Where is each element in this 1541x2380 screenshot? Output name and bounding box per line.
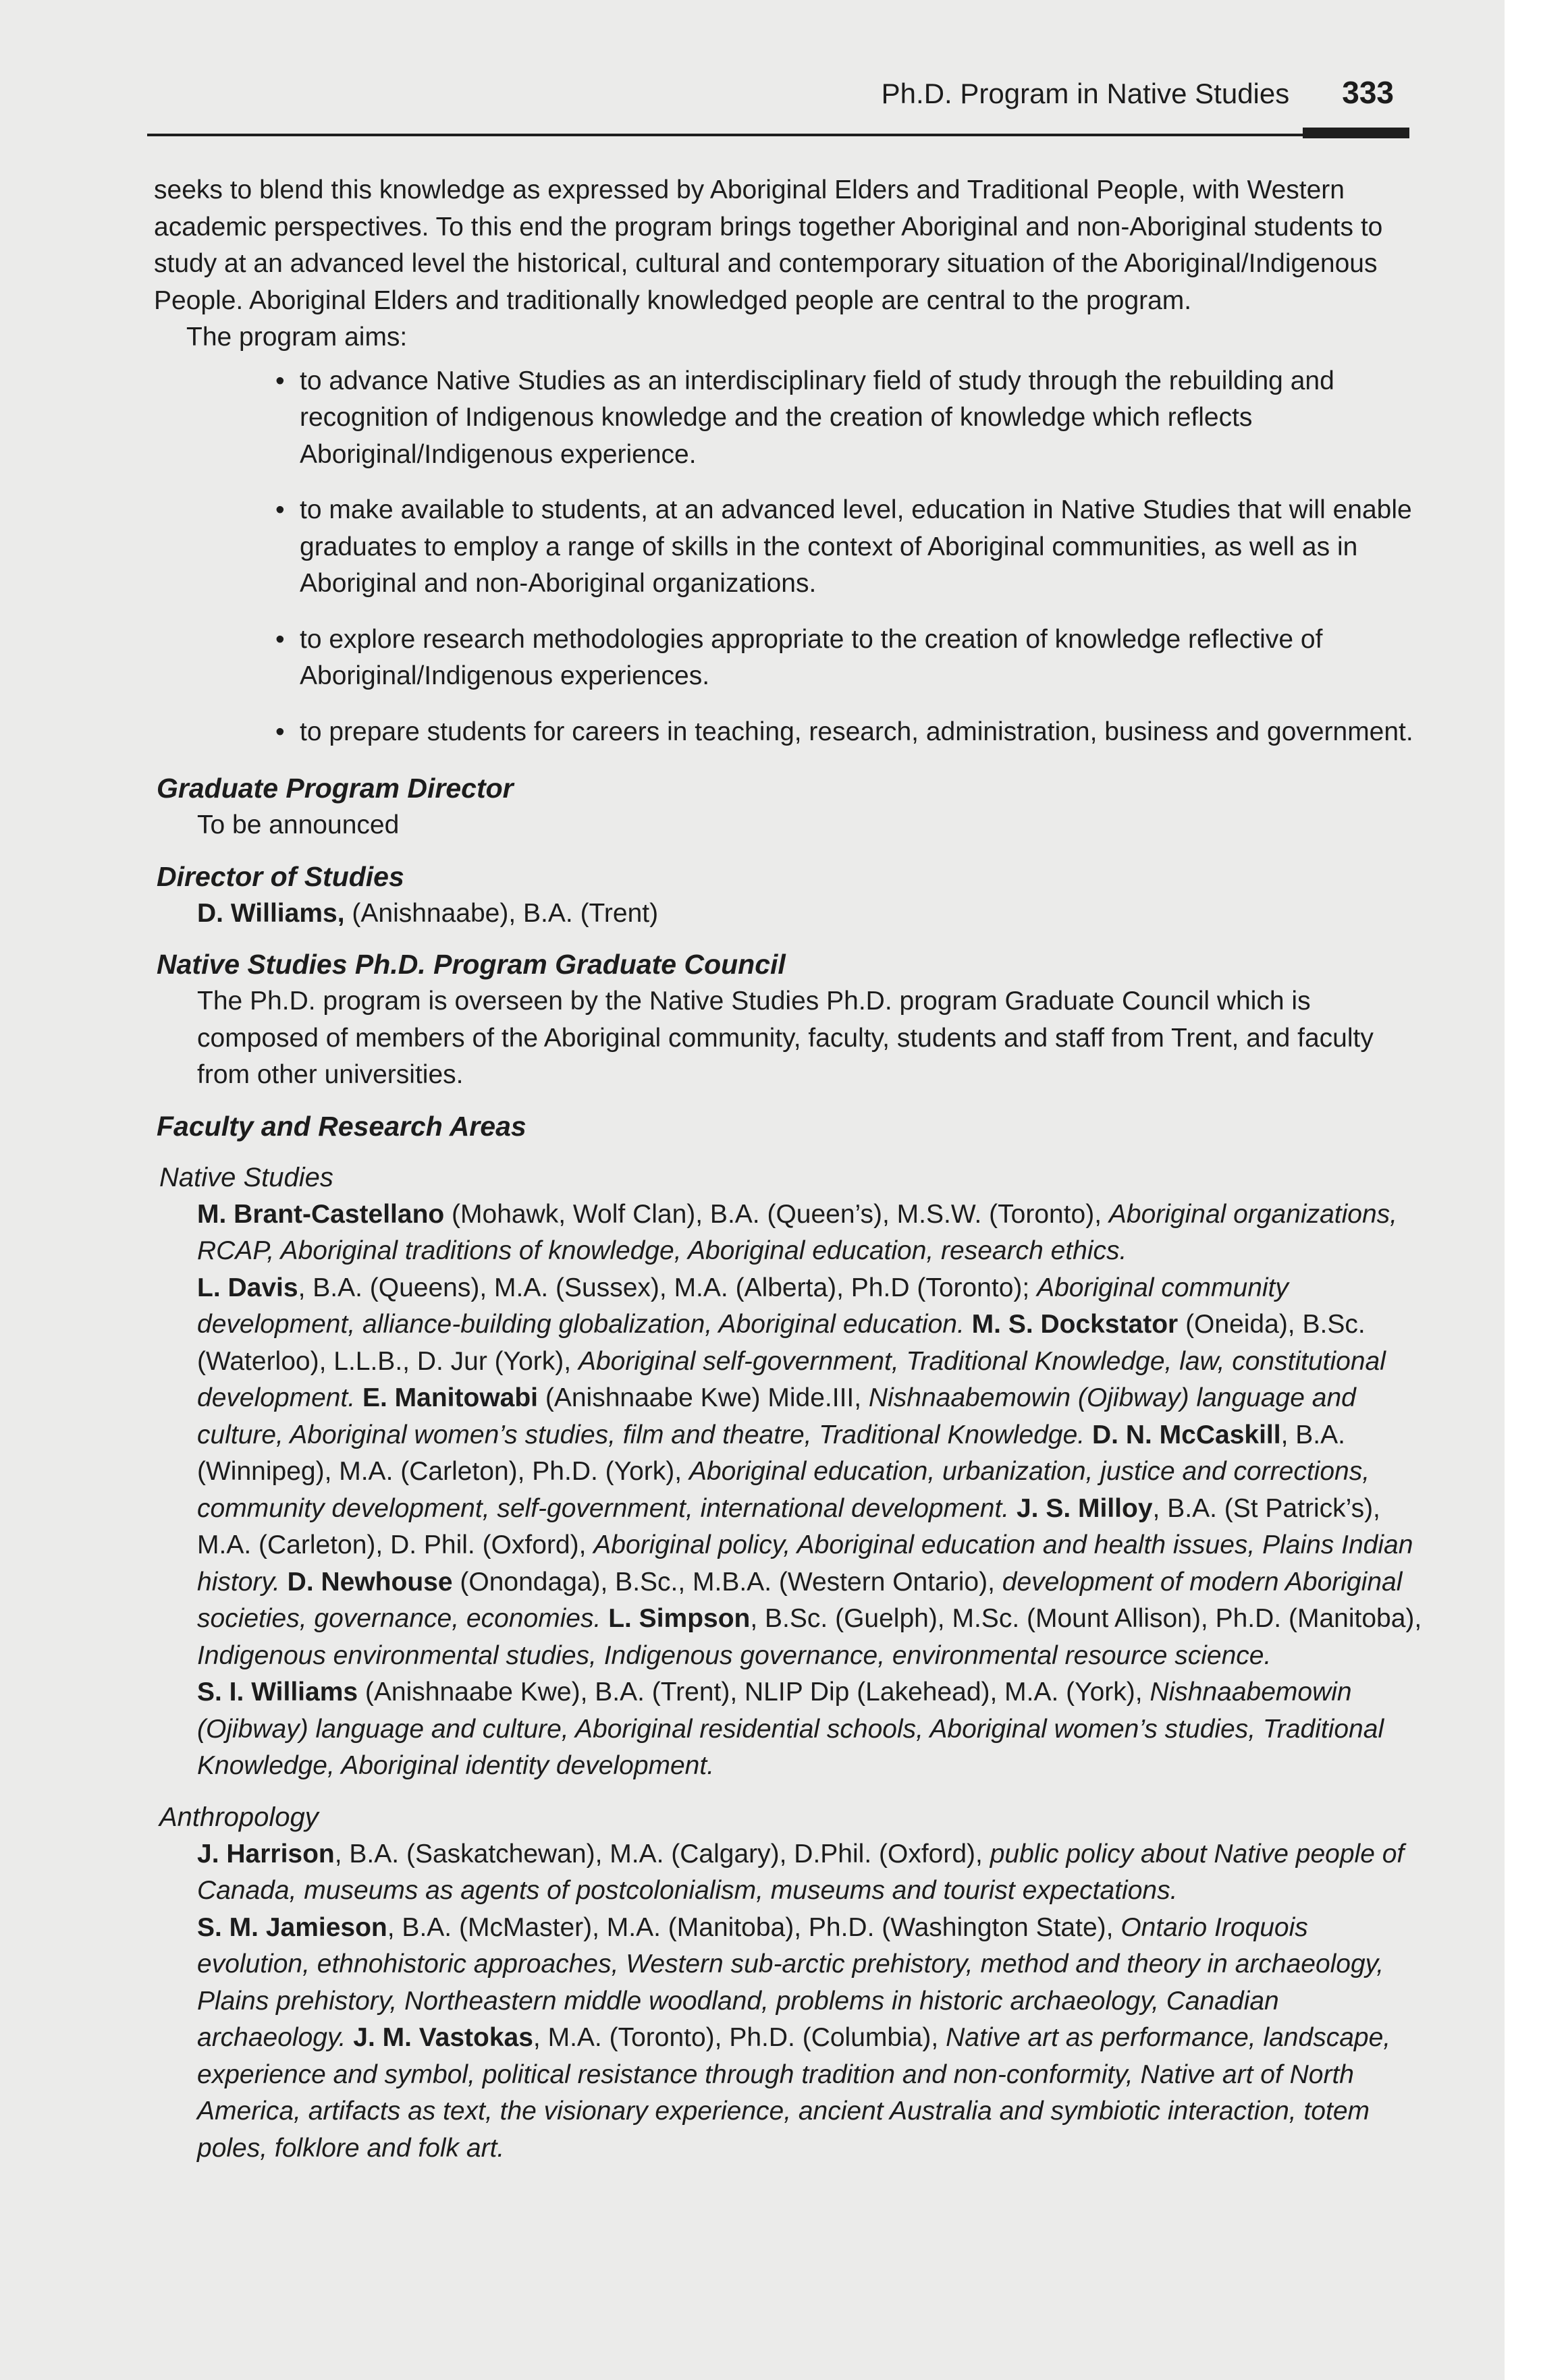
faculty-heading: Faculty and Research Areas bbox=[157, 1110, 526, 1142]
running-head-title: Ph.D. Program in Native Studies bbox=[881, 78, 1290, 109]
aim-item bbox=[275, 492, 1423, 603]
faculty-areas: Aboriginal organizations, RCAP, Aboriginal traditions of knowledge, Aboriginal education, research ethics. bbox=[197, 1199, 1398, 1265]
aim-text: to prepare students for careers in teaching, research, administration, business and government. bbox=[300, 717, 1413, 746]
graduate-director-text: To be announced bbox=[197, 810, 400, 839]
faculty-credentials: , B.A. (Queens), M.A. (Sussex), M.A. (Alberta), Ph.D (Toronto); bbox=[298, 1273, 1037, 1302]
faculty-areas: public policy about Native people of Canada, museums as agents of postcolonialism, museums and tourist expectations. bbox=[197, 1839, 1405, 1905]
faculty-name: L. Simpson bbox=[608, 1604, 751, 1633]
faculty-credentials: , M.A. (Toronto), Ph.D. (Columbia), bbox=[533, 2023, 946, 2052]
aim-text: to explore research methodologies appropriate to the creation of knowledge reflective of Aboriginal/Indigenous experiences. bbox=[300, 624, 1323, 690]
faculty-credentials: (Onondaga), B.Sc., M.B.A. (Western Ontario), bbox=[452, 1567, 1002, 1597]
aim-item bbox=[275, 363, 1423, 474]
council-text: The Ph.D. program is overseen by the Native Studies Ph.D. program Graduate Council which is composed of members of the Aboriginal community, faculty, students and staff from Trent, and faculty from other universities. bbox=[197, 987, 1374, 1089]
header-rule-tab bbox=[1303, 128, 1409, 138]
faculty-credentials: (Mohawk, Wolf Clan), B.A. (Queen’s), M.S.W. (Toronto), bbox=[444, 1199, 1109, 1229]
faculty-name: S. I. Williams bbox=[197, 1678, 358, 1707]
faculty-name: J. S. Milloy bbox=[1016, 1493, 1153, 1523]
aim-text: to advance Native Studies as an interdisciplinary field of study through the rebuilding and recognition of Indigenous knowledge and the creation of knowledge which reflects Aboriginal/Indigenous experience. bbox=[300, 366, 1334, 469]
faculty-areas: Ontario Iroquois evolution, ethnohistoric approaches, Western sub-arctic prehistory, method and theory in archaeology, Plains prehistory, Northeastern middle woodland, problems in historic archaeology, Canadian archaeology. bbox=[197, 1912, 1384, 2052]
bullet-icon: • bbox=[275, 624, 285, 654]
bullet-icon: • bbox=[275, 717, 285, 746]
page-edge bbox=[1505, 0, 1541, 2380]
faculty-name: S. M. Jamieson bbox=[197, 1912, 387, 1942]
aim-item bbox=[275, 621, 1423, 695]
faculty-credentials: , B.A. (Winnipeg), M.A. (Carleton), Ph.D. (York), bbox=[197, 1420, 1345, 1486]
faculty-areas: Aboriginal policy, Aboriginal education and health issues, Plains Indian history. bbox=[197, 1530, 1413, 1597]
faculty-credentials: , B.A. (Saskatchewan), M.A. (Calgary), D.Phil. (Oxford), bbox=[334, 1839, 990, 1869]
aim-text: to make available to students, at an advanced level, education in Native Studies that will enable graduates to employ a range of skills in the context of Aboriginal communities, as well as in Aboriginal and non-Aboriginal organizations. bbox=[300, 495, 1412, 598]
faculty-name: D. Newhouse bbox=[287, 1567, 453, 1597]
faculty-credentials: , B.A. (McMaster), M.A. (Manitoba), Ph.D. (Washington State), bbox=[387, 1912, 1121, 1942]
page-content bbox=[154, 172, 1423, 2167]
faculty-name: M. Brant-Castellano bbox=[197, 1199, 445, 1229]
faculty-name: D. N. McCaskill bbox=[1092, 1420, 1281, 1449]
anthropology-faculty-block bbox=[197, 1836, 1423, 2167]
faculty-entry bbox=[197, 1200, 1397, 1266]
director-name: D. Williams, bbox=[197, 898, 345, 928]
faculty-areas: Aboriginal education, urbanization, justice and corrections, community development, self-government, international development. bbox=[197, 1457, 1370, 1523]
native-studies-faculty-block bbox=[197, 1196, 1423, 1785]
council-heading: Native Studies Ph.D. Program Graduate Council bbox=[157, 949, 786, 980]
faculty-areas: Aboriginal community development, alliance-building globalization, Aboriginal education. bbox=[197, 1273, 1289, 1339]
faculty-name: M. S. Dockstator bbox=[971, 1310, 1179, 1339]
bullet-icon: • bbox=[275, 366, 285, 395]
faculty-credentials: (Oneida), B.Sc. (Waterloo), L.L.B., D. Jur (York), bbox=[197, 1310, 1366, 1376]
aim-item bbox=[275, 714, 1423, 751]
faculty-areas: Aboriginal self-government, Traditional Knowledge, law, constitutional development. bbox=[197, 1346, 1386, 1412]
faculty-areas: Indigenous environmental studies, Indigenous governance, environmental resource science. bbox=[197, 1640, 1272, 1670]
running-head bbox=[827, 74, 1394, 121]
faculty-credentials: (Anishnaabe Kwe), B.A. (Trent), NLIP Dip (Lakehead), M.A. (York), bbox=[358, 1678, 1150, 1707]
faculty-credentials: , B.A. (St Patrick’s), M.A. (Carleton), D. Phil. (Oxford), bbox=[197, 1493, 1380, 1559]
faculty-areas: development of modern Aboriginal societies, governance, economies. bbox=[197, 1567, 1403, 1633]
faculty-name: J. Harrison bbox=[197, 1839, 335, 1869]
faculty-name: L. Davis bbox=[197, 1273, 298, 1302]
faculty-name: J. M. Vastokas bbox=[353, 2023, 533, 2052]
anthropology-label: Anthropology bbox=[159, 1802, 319, 1832]
faculty-areas: Nishnaabemowin (Ojibway) language and culture, Aboriginal women’s studies, film and theatre, Traditional Knowledge. bbox=[197, 1383, 1356, 1449]
aims-list bbox=[154, 363, 1423, 751]
faculty-credentials: , B.Sc. (Guelph), M.Sc. (Mount Allison), Ph.D. (Manitoba), bbox=[750, 1604, 1422, 1633]
intro-paragraph: seeks to blend this knowledge as expressed by Aboriginal Elders and Traditional People, with Western academic perspectives. To this end the program brings together Aboriginal and non-Aboriginal students to study at an advanced level the historical, cultural and contemporary situation of the Aboriginal/Indigenous People. Aboriginal Elders and traditionally knowledged people are central to the program. bbox=[154, 175, 1383, 315]
aims-lead: The program aims: bbox=[186, 323, 408, 352]
director-details: (Anishnaabe), B.A. (Trent) bbox=[344, 898, 659, 928]
faculty-areas: Native art as performance, landscape, experience and symbol, political resistance through tradition and non-conformity, Native art of North America, artifacts as text, the visionary experience, ancient Australia and symbiotic interaction, totem poles, folklore and folk art. bbox=[197, 2023, 1391, 2163]
faculty-entry bbox=[197, 1678, 1384, 1780]
faculty-name: E. Manitowabi bbox=[362, 1383, 539, 1412]
faculty-credentials: (Anishnaabe Kwe) Mide.III, bbox=[538, 1383, 869, 1412]
faculty-areas: Nishnaabemowin (Ojibway) language and culture, Aboriginal residential schools, Aboriginal women’s studies, Traditional Knowledge, Aboriginal identity development. bbox=[197, 1678, 1384, 1780]
faculty-entry bbox=[197, 1839, 1404, 1906]
faculty-entry bbox=[197, 2023, 1390, 2163]
page-number: 333 bbox=[1342, 75, 1394, 110]
bullet-icon: • bbox=[275, 495, 285, 524]
header-rule bbox=[147, 134, 1409, 136]
director-studies-entry bbox=[197, 895, 1423, 933]
graduate-director-heading: Graduate Program Director bbox=[157, 773, 514, 804]
director-studies-heading: Director of Studies bbox=[157, 860, 404, 892]
native-studies-label: Native Studies bbox=[159, 1162, 333, 1192]
